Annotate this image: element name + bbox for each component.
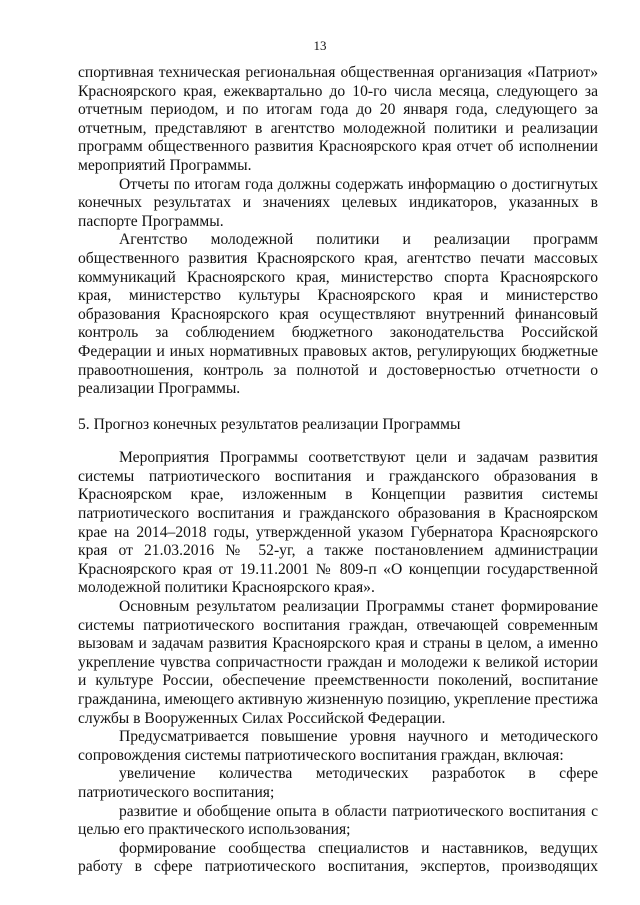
list-item-experience: развитие и обобщение опыта в области патриотического воспитания с целью его практического использования; [78, 802, 598, 839]
paragraph-scientific-support: Предусматривается повышение уровня научного и методического сопровождения системы патриотического воспитания граждан, включая: [78, 728, 598, 764]
list-item-community: формирование сообщества специалистов и наставников, ведущих работу в сфере патриотического воспитания, экспертов, производящих [78, 839, 598, 876]
paragraph-reports: Отчеты по итогам года должны содержать информацию о достигнутых конечных результатах и значениях целевых индикаторов, указанных в паспорте Программы. [78, 175, 598, 230]
page-number: 13 [313, 38, 327, 53]
section-heading: 5. Прогноз конечных результатов реализации Программы [78, 415, 461, 433]
paragraph-main-result: Основным результатом реализации Программы станет формирование системы патриотического воспитания граждан, отвечающей современным вызовам и задачам развития Красноярского края и страны в целом, а именно укрепление чувства сопричастности граждан и молодежи к великой истории и культуре России, обеспечение преемственности поколений, воспитание гражданина, имеющего активную жизненную позицию, укрепление престижа службы в Вооруженных Силах Российской Федерации. [78, 598, 598, 727]
paragraph-financial-control: Агентство молодежной политики и реализации программ общественного развития Красноярского края, агентство печати массовых коммуникаций Красноярского края, министерство спорта Красноярского края, министерство культуры Красноярского края и министерство образования Красноярского края осуществляют внутренний финансовый контроль за соблюдением бюджетного законодательства Российской Федерации и иных нормативных правовых актов, регулирующих бюджетные правоотношения, контроль за полнотой и достоверностью отчетности о реализации Программы. [78, 231, 598, 398]
paragraph-concept: Мероприятия Программы соответствуют цели и задачам развития системы патриотического воспитания и гражданского образования в Красноярском крае, изложенным в Концепции развития системы патриотического воспитания и гражданского образования в Красноярском крае на 2014–2018 годы, утвержденной указом Губернатора Красноярского края от 21.03.2016 № 52-уг, а также постановлением администрации Красноярского края от 19.11.2001 № 809-п «О концепции государственной молодежной политики Красноярского края». [78, 449, 598, 597]
paragraph-continuation: спортивная техническая региональная общественная организация «Патриот» Красноярского края, ежеквартально до 10-го числа месяца, следующего за отчетным периодом, и по итогам года до 20 января года, следующего за отчетным, представляют в агентство молодежной политики и реализации программ общественного развития Красноярского края отчет об исполнении мероприятий Программы. [78, 64, 598, 174]
list-item-methodical: увеличение количества методических разработок в сфере патриотического воспитания; [78, 765, 598, 801]
document-body [78, 64, 598, 877]
